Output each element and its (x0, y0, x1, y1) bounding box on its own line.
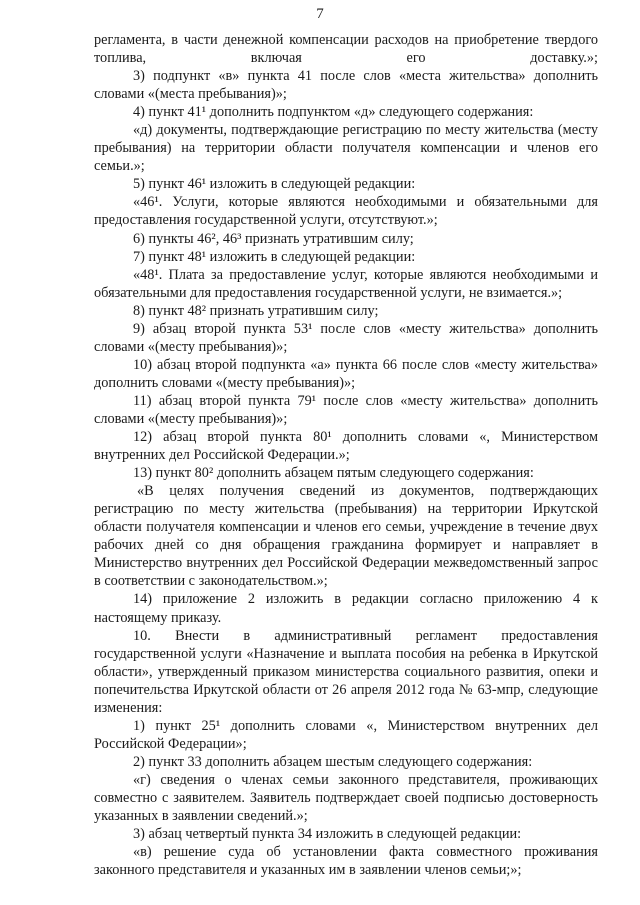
paragraph-8: 7) пункт 48¹ изложить в следующей редакции: (133, 248, 416, 265)
paragraph-2: 3) подпункт «в» пункта 41 после слов «места жительства» дополнить словами «(места пребывания)»; (94, 68, 598, 103)
document-body (94, 31, 598, 879)
paragraph-21: «г) сведения о членах семьи законного представителя, проживающих совместно с заявителем. Заявитель подтверждает своей подписью достоверность указанных в заявлении сведений.»; (94, 771, 598, 825)
paragraph-1: регламента, в части денежной компенсации расходов на приобретение твердого топлива, включая его доставку.»; (94, 32, 598, 67)
paragraph-13: 11) абзац второй пункта 79¹ после слов «месту жительства» дополнить словами «(месту пребывания)»; (94, 392, 598, 427)
paragraph-19: 1) пункт 25¹ дополнить словами «, Министерством внутренних дел Российской Федерации»; (94, 717, 598, 752)
paragraph-4: «д) документы, подтверждающие регистрацию по месту жительства (месту пребывания) на территории области получателя компенсации и членов его семьи.»; (94, 122, 598, 175)
paragraph-20: 2) пункт 33 дополнить абзацем шестым следующего содержания: (133, 753, 533, 770)
paragraph-22: 3) абзац четвертый пункта 34 изложить в следующей редакции: (133, 826, 522, 843)
paragraph-11: 9) абзац второй пункта 53¹ после слов «месту жительства» дополнить словами «(месту пребывания)»; (94, 320, 598, 355)
paragraph-23: «в) решение суда об установлении факта совместного проживания законного представителя и указанных им в заявлении членов семьи;»; (94, 844, 598, 879)
paragraph-16: «В целях получения сведений из документов, подтверждающих регистрацию по месту жительства (пребывания) на территории Иркутской области получателя компенсации и членов его семьи, учреждение в течение двух рабочих дней со дня обращения гражданина формирует и направляет в Министерство внутренних дел Российской Федерации межведомственный запрос в соответствии с законодательством.»; (94, 483, 598, 590)
paragraph-17: 14) приложение 2 изложить в редакции согласно приложению 4 к настоящему приказу. (94, 591, 598, 626)
paragraph-15: 13) пункт 80² дополнить абзацем пятым следующего содержания: (133, 465, 534, 482)
paragraph-9: «48¹. Плата за предоставление услуг, которые являются необходимыми и обязательными для предоставления государственной услуги, не взимается.»; (94, 266, 598, 301)
paragraph-10: 8) пункт 48² признать утратившим силу; (133, 302, 379, 319)
paragraph-14: 12) абзац второй пункта 80¹ дополнить словами «, Министерством внутренних дел Российской Федерации.»; (94, 429, 598, 464)
paragraph-12: 10) абзац второй подпункта «а» пункта 66 после слов «месту жительства» дополнить словами «(месту пребывания)»; (94, 356, 598, 391)
paragraph-5: 5) пункт 46¹ изложить в следующей редакции: (133, 176, 416, 193)
paragraph-6: «46¹. Услуги, которые являются необходимыми и обязательными для предоставления государственной услуги, отсутствуют.»; (94, 194, 598, 229)
paragraph-18: 10. Внести в административный регламент предоставления государственной услуги «Назначение и выплата пособия на ребенка в Иркутской области», утвержденный приказом министерства социального развития, опеки и попечительства Иркутской области от 26 апреля 2012 года № 63-мпр, следующие изменения: (94, 627, 598, 716)
paragraph-3: 4) пункт 41¹ дополнить подпунктом «д» следующего содержания: (133, 104, 534, 121)
paragraph-7: 6) пункты 46², 46³ признать утратившим силу; (133, 230, 414, 247)
page-number: 7 (316, 6, 324, 22)
